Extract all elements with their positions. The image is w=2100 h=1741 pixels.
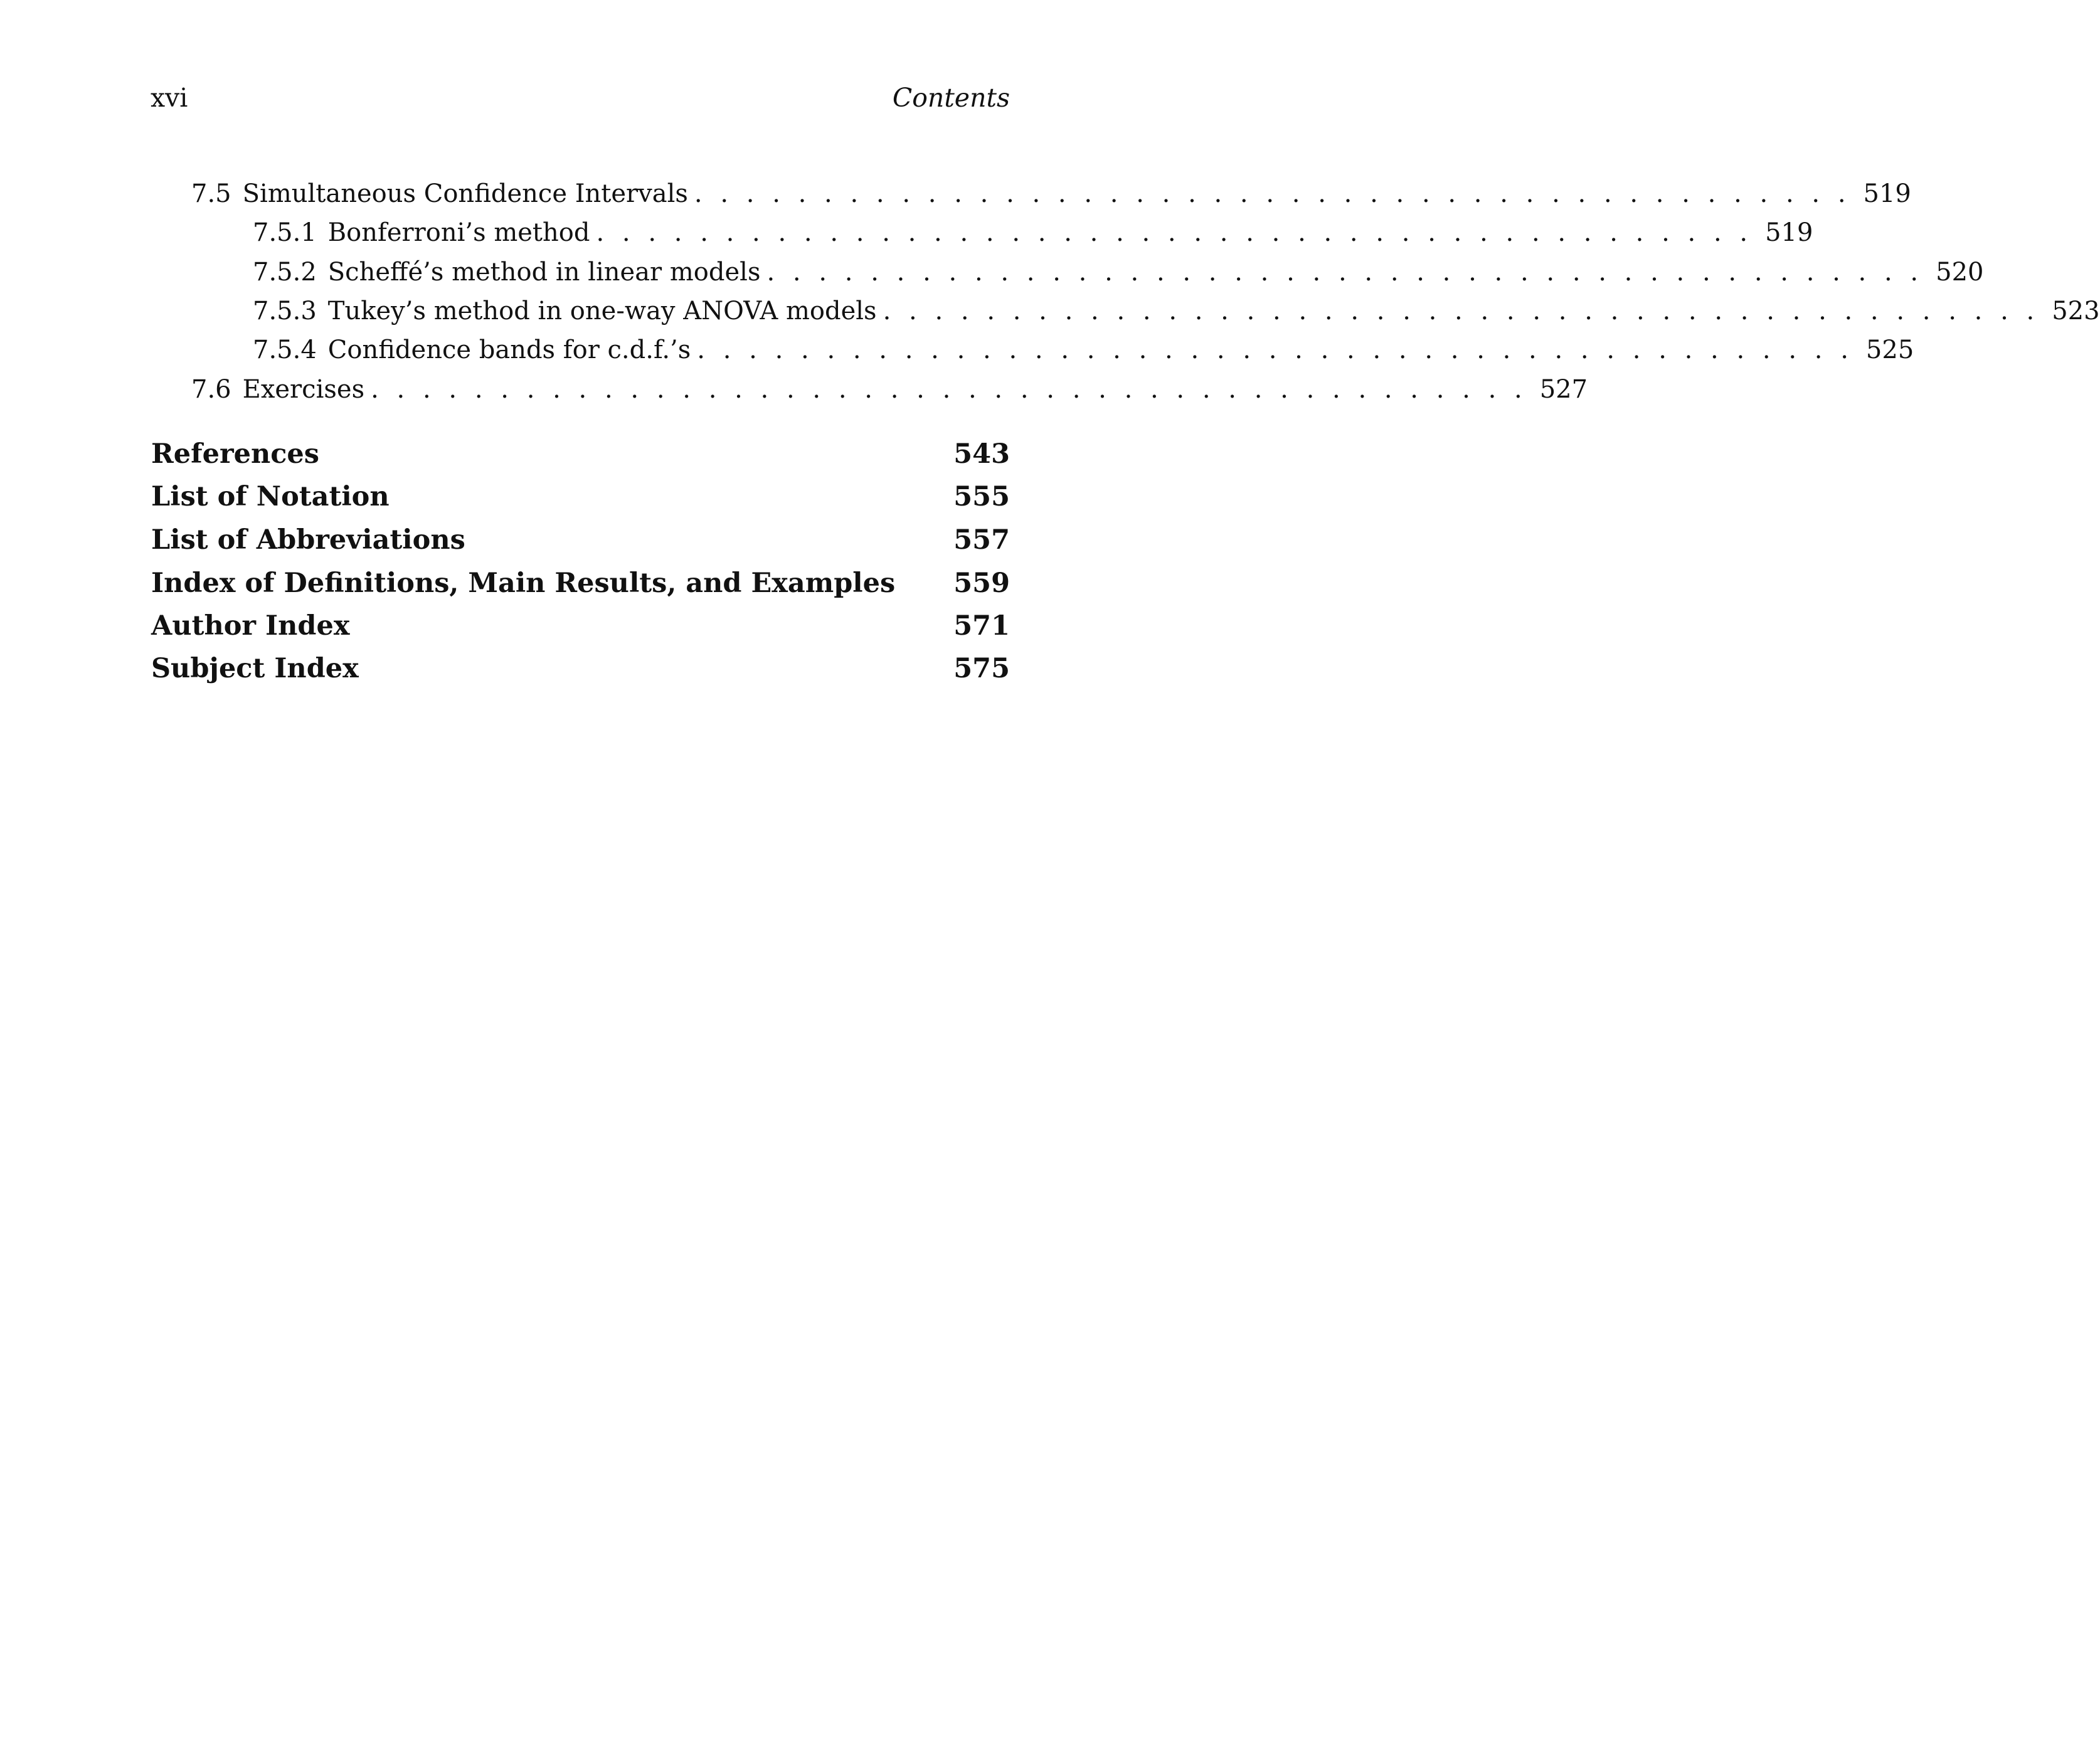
toc-back-matter-title: Author Index xyxy=(151,610,350,642)
running-title: Contents xyxy=(892,83,1010,113)
toc-back-matter-entry[interactable] xyxy=(151,651,1010,686)
toc-entry[interactable] xyxy=(253,216,1813,249)
toc-entry-page: 520 xyxy=(1936,258,1984,287)
toc-entry-leader: . . . . . . . . . . . . . . . . . . . . . . . . . . . . . . . . . . . . . . . . . . . . . xyxy=(694,179,1851,208)
toc-back-matter-page: 571 xyxy=(953,610,1010,642)
toc-back-matter-title: List of Abbreviations xyxy=(151,524,465,556)
toc-entry-number: 7.6 xyxy=(191,375,231,404)
running-head xyxy=(151,83,1010,120)
toc-back-matter-entry[interactable] xyxy=(151,522,1010,558)
toc-entry-leader: . . . . . . . . . . . . . . . . . . . . . . . . . . . . . . . . . . . . . . . . . . . . . xyxy=(883,297,2040,325)
toc-back-matter-entry[interactable] xyxy=(151,437,1010,472)
toc-entry-number: 7.5 xyxy=(191,179,231,208)
toc-entry-page: 519 xyxy=(1863,179,1911,208)
toc-back-matter-entry[interactable] xyxy=(151,479,1010,514)
toc-entry[interactable] xyxy=(253,295,2100,327)
toc-back-matter-page: 559 xyxy=(953,568,1010,599)
toc-entry[interactable] xyxy=(191,177,1911,210)
toc-entry-leader: . . . . . . . . . . . . . . . . . . . . . . . . . . . . . . . . . . . . . . . . . . . . . xyxy=(697,336,1853,364)
toc-entry-page: 523 xyxy=(2052,297,2100,325)
toc-entry-title: Scheffé’s method in linear models xyxy=(327,258,761,287)
toc-back-matter-page: 543 xyxy=(953,438,1010,470)
toc-entry-page: 527 xyxy=(1539,375,1588,404)
toc-back-matter-entry[interactable] xyxy=(151,566,1010,601)
toc-back-matter-page: 557 xyxy=(953,524,1010,556)
toc-entry-title: Tukey’s method in one-way ANOVA models xyxy=(327,297,877,325)
toc-entry[interactable] xyxy=(191,373,1588,406)
toc-entry-number: 7.5.3 xyxy=(253,297,317,325)
toc-entry-leader: . . . . . . . . . . . . . . . . . . . . . . . . . . . . . . . . . . . . . . . . . . . . . xyxy=(596,218,1753,247)
toc-entry-number: 7.5.1 xyxy=(253,218,317,247)
toc-entry-leader: . . . . . . . . . . . . . . . . . . . . . . . . . . . . . . . . . . . . . . . . . . . . . xyxy=(371,375,1527,404)
toc-back-matter-title: Index of Definitions, Main Results, and Examples xyxy=(151,568,896,599)
toc-entry-title: Exercises xyxy=(242,375,365,404)
toc-entry-page: 519 xyxy=(1765,218,1813,247)
toc-entry-number: 7.5.4 xyxy=(253,336,317,364)
toc-back-matter-page: 555 xyxy=(953,481,1010,512)
toc-entry-title: Bonferroni’s method xyxy=(327,218,590,247)
toc-back-matter-title: Subject Index xyxy=(151,653,359,684)
toc-back-matter-entry[interactable] xyxy=(151,608,1010,643)
toc-entry-number: 7.5.2 xyxy=(253,258,317,287)
toc-back-matter-title: References xyxy=(151,438,319,470)
toc-entry-title: Simultaneous Confidence Intervals xyxy=(242,179,688,208)
toc-entry[interactable] xyxy=(253,334,1914,366)
toc-entry[interactable] xyxy=(253,256,1984,288)
page-number: xvi xyxy=(151,83,188,113)
toc-entry-title: Confidence bands for c.d.f.’s xyxy=(327,336,691,364)
toc-entry-leader: . . . . . . . . . . . . . . . . . . . . . . . . . . . . . . . . . . . . . . . . . . . . . xyxy=(766,258,1924,287)
toc-back-matter-page: 575 xyxy=(953,653,1010,684)
toc-back-matter-title: List of Notation xyxy=(151,481,390,512)
toc-entry-page: 525 xyxy=(1865,336,1914,364)
